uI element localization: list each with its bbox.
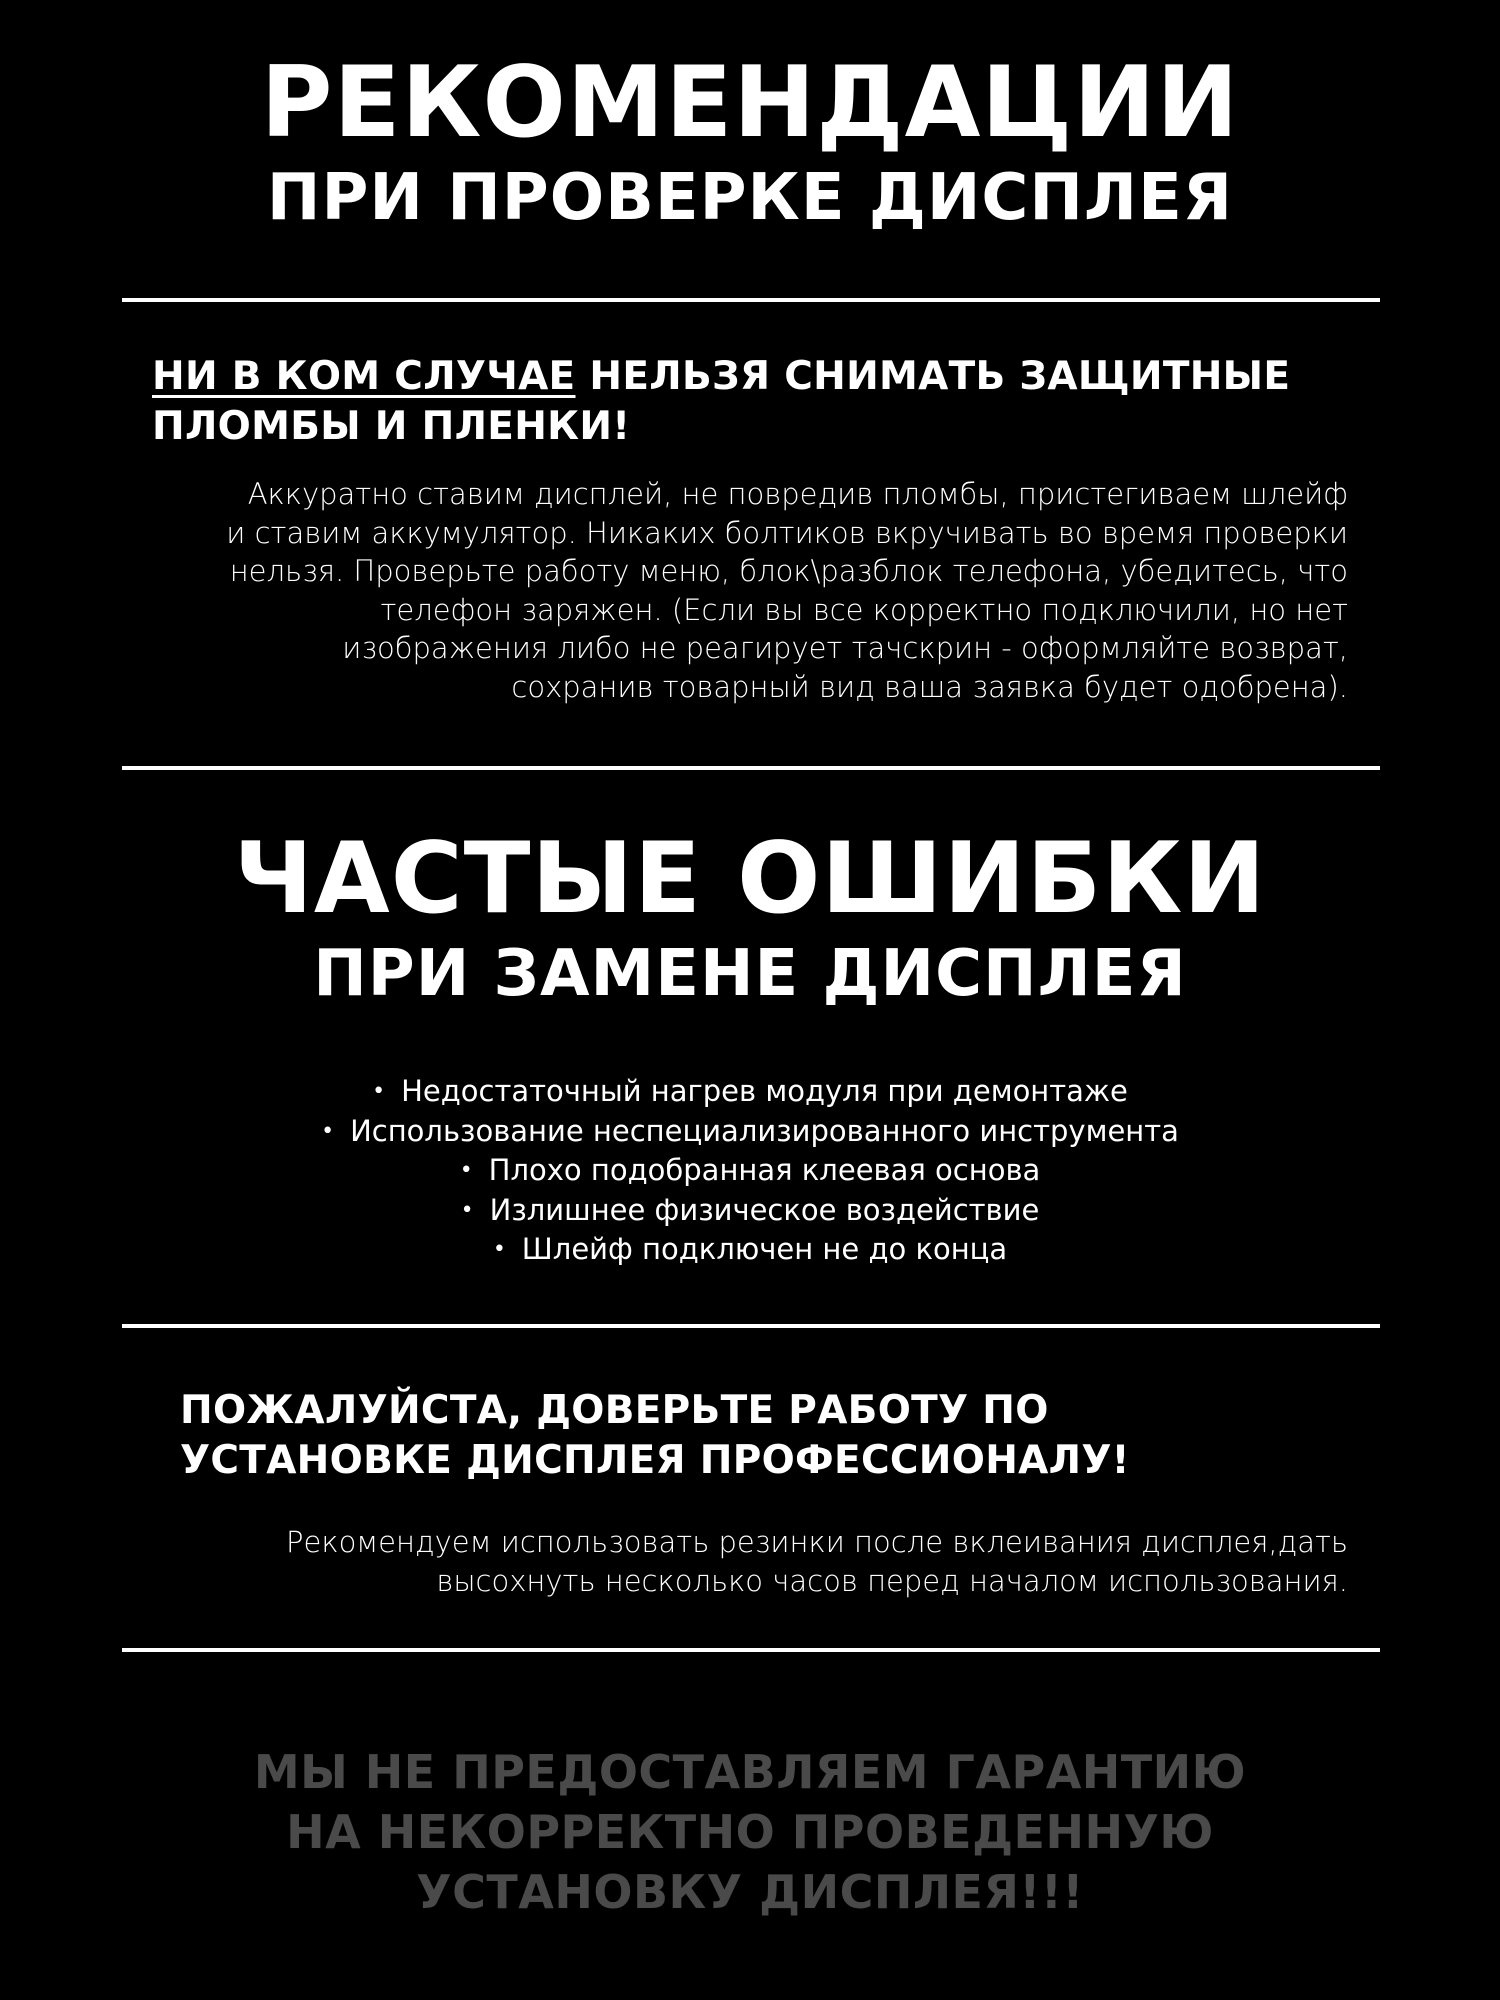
check-instructions-line: телефон заряжен. (Если вы все корректно подключили, но нет <box>380 592 1348 627</box>
recommendations-title <box>0 46 1500 235</box>
list-item: • Использование неспециализированного инструмента <box>0 1112 1500 1152</box>
common-mistakes-title-line2: ПРИ ЗАМЕНЕ ДИСПЛЕЯ <box>313 936 1187 1011</box>
divider-1 <box>122 298 1380 302</box>
drying-recommendation-text <box>108 1523 1348 1600</box>
list-item: • Недостаточный нагрев модуля при демонтаже <box>0 1072 1500 1112</box>
drying-recommendation-line: высохнуть несколько часов перед началом использования. <box>436 1563 1348 1598</box>
recommendations-title-line1: РЕКОМЕНДАЦИИ <box>260 46 1240 160</box>
common-mistakes-title <box>0 822 1500 1011</box>
seals-warning-emphasis: НИ В КОМ СЛУЧАЕ <box>152 354 576 399</box>
bullet-icon: • <box>459 1158 473 1183</box>
seals-warning-heading-line2: ПЛОМБЫ И ПЛЕНКИ! <box>152 404 631 449</box>
common-mistakes-list <box>0 1072 1500 1270</box>
divider-2 <box>122 766 1380 770</box>
trust-professional-heading-line2: УСТАНОВКЕ ДИСПЛЕЯ ПРОФЕССИОНАЛУ! <box>180 1438 1130 1483</box>
list-item: • Излишнее физическое воздействие <box>0 1191 1500 1231</box>
bullet-icon: • <box>460 1197 474 1223</box>
check-instructions-line: изображения либо не реагирует тачскрин - оформляйте возврат, <box>342 631 1348 665</box>
warranty-disclaimer <box>0 1742 1500 1922</box>
common-mistakes-title-line1: ЧАСТЫЕ ОШИБКИ <box>233 822 1267 936</box>
divider-4 <box>122 1648 1380 1652</box>
bullet-icon: • <box>321 1118 335 1144</box>
warranty-disclaimer-line: НА НЕКОРРЕКТНО ПРОВЕДЕННУЮ <box>286 1805 1214 1859</box>
check-instructions-line: сохранив товарный вид ваша заявка будет одобрена). <box>511 669 1348 704</box>
divider-3 <box>122 1324 1380 1328</box>
drying-recommendation-line: Рекомендуем использовать резинки после вклеивания дисплея,дать <box>286 1525 1348 1559</box>
check-instructions-line: и ставим аккумулятор. Никаких болтиков вкручивать во время проверки <box>226 515 1348 550</box>
warranty-disclaimer-line: УСТАНОВКУ ДИСПЛЕЯ!!! <box>416 1865 1084 1919</box>
trust-professional-heading <box>180 1386 1400 1486</box>
seals-warning-heading-rest: НЕЛЬЗЯ СНИМАТЬ ЗАЩИТНЫЕ <box>575 354 1291 399</box>
seals-warning-heading <box>152 352 1402 452</box>
check-instructions-text <box>108 475 1348 706</box>
list-item: • Плохо подобранная клеевая основа <box>0 1151 1500 1191</box>
warranty-disclaimer-line: МЫ НЕ ПРЕДОСТАВЛЯЕМ ГАРАНТИЮ <box>253 1745 1247 1799</box>
recommendations-title-line2: ПРИ ПРОВЕРКЕ ДИСПЛЕЯ <box>266 160 1234 235</box>
trust-professional-heading-line1: ПОЖАЛУЙСТА, ДОВЕРЬТЕ РАБОТУ ПО <box>180 1388 1049 1433</box>
bullet-icon: • <box>492 1237 506 1262</box>
check-instructions-line: нельзя. Проверьте работу меню, блок\разблок телефона, убедитесь, что <box>229 554 1348 588</box>
list-item: • Шлейф подключен не до конца <box>0 1230 1500 1270</box>
check-instructions-line: Аккуратно ставим дисплей, не повредив пломбы, пристегиваем шлейф <box>247 477 1348 511</box>
bullet-icon: • <box>372 1079 386 1104</box>
